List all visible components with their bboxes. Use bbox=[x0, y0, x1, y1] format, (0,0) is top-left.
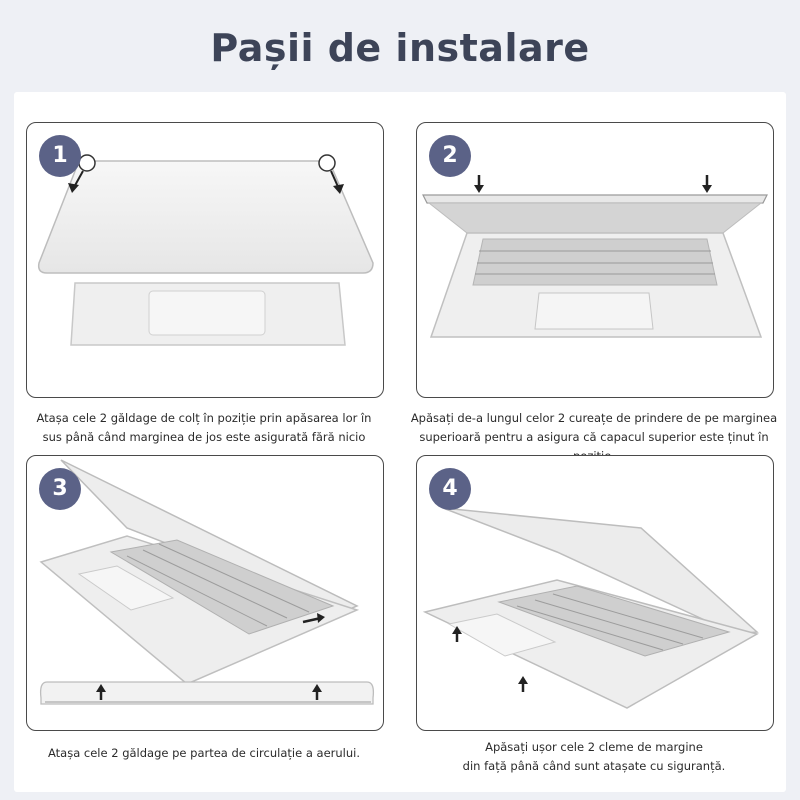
step-number-badge: 3 bbox=[39, 468, 81, 510]
step-card-4 bbox=[416, 455, 774, 731]
caption-line: Apăsați de-a lungul celor 2 cureațe de prindere de pe marginea bbox=[410, 411, 778, 425]
caption-line: sus până când marginea de jos este asigurată fără nicio bbox=[42, 430, 366, 444]
step-caption-1 bbox=[18, 409, 390, 447]
step-number-badge: 4 bbox=[429, 468, 471, 510]
caption-line: Atașa cele 2 găldage pe partea de circulație a aerului. bbox=[47, 746, 360, 760]
caption-line: din față până când sunt atașate cu siguranță. bbox=[462, 759, 726, 773]
caption-line: Apăsați ușor cele 2 cleme de margine bbox=[485, 740, 703, 754]
laptop-top-edge-press-icon bbox=[417, 123, 773, 397]
laptop-open-top-corners-icon bbox=[27, 123, 383, 397]
step-caption-3 bbox=[18, 744, 390, 763]
page-title: Pașii de instalare bbox=[210, 26, 590, 70]
caption-line: Atașa cele 2 găldage de colț în poziție prin apăsarea lor în bbox=[36, 411, 372, 425]
step-card-1 bbox=[26, 122, 384, 398]
step-number-badge: 1 bbox=[39, 135, 81, 177]
step-card-3 bbox=[26, 455, 384, 731]
caption-line: superioară pentru a asigura că capacul superior este ținut în bbox=[419, 430, 769, 444]
laptop-front-clips-icon bbox=[417, 456, 773, 730]
step-caption-4 bbox=[416, 738, 772, 776]
laptop-bottom-vent-clips-icon bbox=[27, 456, 383, 730]
step-card-2 bbox=[416, 122, 774, 398]
step-number-badge: 2 bbox=[429, 135, 471, 177]
